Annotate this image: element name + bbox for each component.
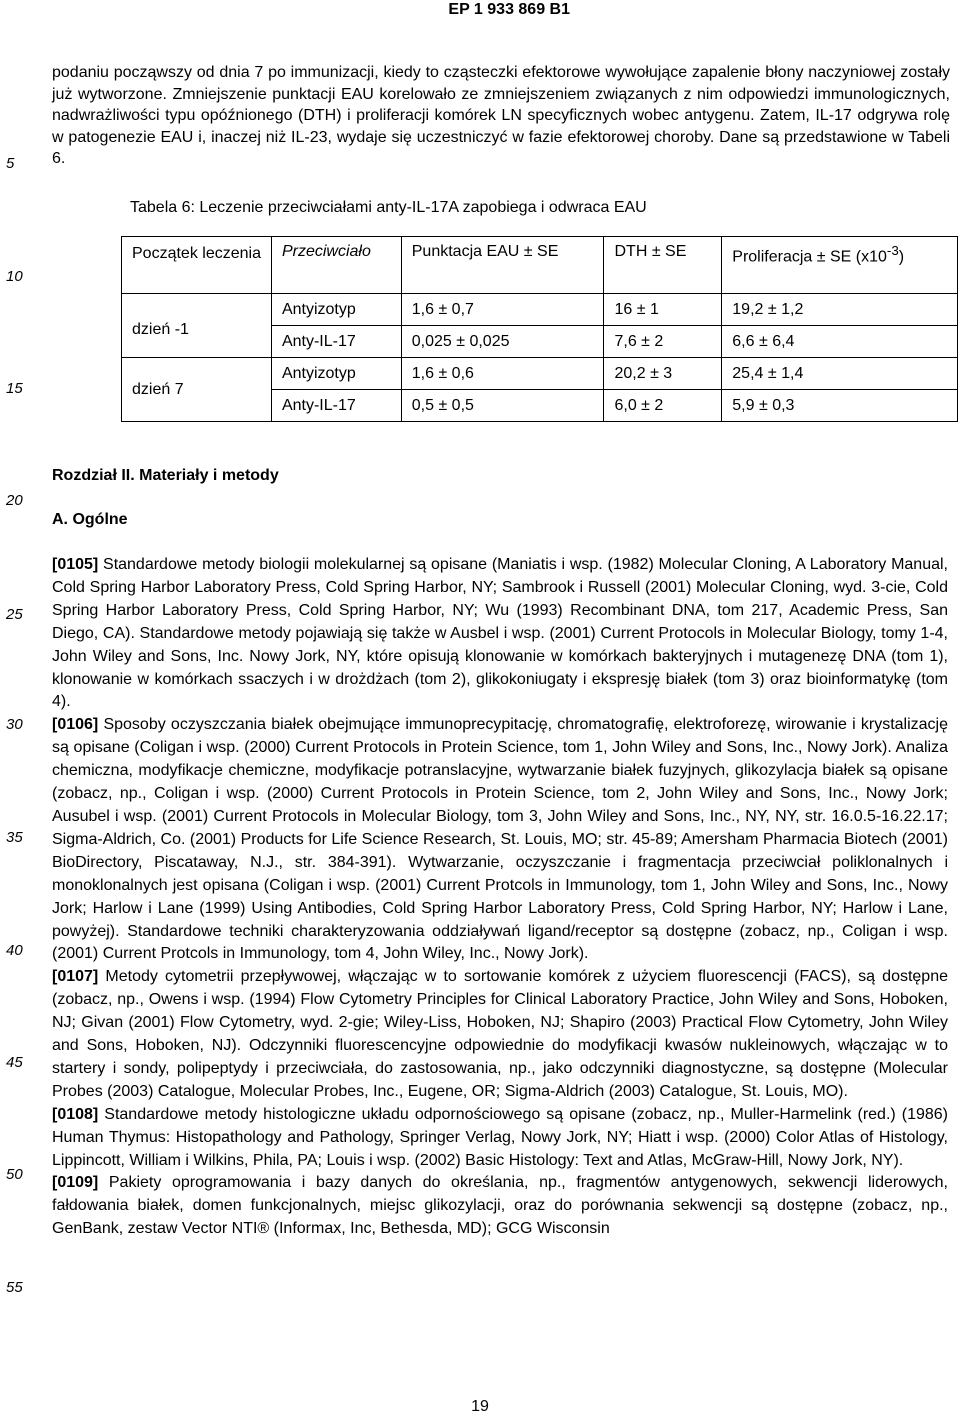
line-number: 15 — [6, 380, 23, 397]
eau-cell: 1,6 ± 0,6 — [401, 358, 604, 390]
paragraph-0109: [0109] Pakiety oprogramowania i bazy danych do określania, np., fragmentów antygenowych, sekwencji liderowych, fałdowania białek, domen funkcjonalnych, miejsc glikozylacji, oraz do porównania sekwencji są dostępne (zobacz, np., GenBank, zestaw Vector NTI® (Informax, Inc, Bethesda, MD); GCG Wisconsin — [52, 1174, 948, 1238]
dth-cell: 16 ± 1 — [604, 294, 722, 326]
proliferation-cell: 6,6 ± 6,4 — [722, 326, 958, 358]
line-number: 5 — [6, 155, 15, 172]
line-number-margin — [0, 0, 40, 1417]
dth-cell: 6,0 ± 2 — [604, 390, 722, 422]
page-number: 19 — [471, 1398, 489, 1415]
start-day-cell: dzień 7 — [122, 358, 272, 422]
table-row — [122, 294, 958, 326]
intro-paragraph: podaniu począwszy od dnia 7 po immunizacji, kiedy to cząsteczki efektorowe wywołujące zapalenie błony naczyniowej zostały już wytworzone. Zmniejszenie punktacji EAU korelowało ze zmniejszeniem związanych z nim odpowiedzi immunologicznych, nadwrażliwości typu opóźnionego (DTH) i proliferacji komórek LN specyficznych wobec antygenu. Zatem, IL-17 odgrywa rolę w patogenezie EAU i, inaczej niż IL-23, wydaje się uczestniczyć w fazie efektorowej choroby. Dane są przedstawione w Tabeli 6. — [52, 64, 950, 167]
section-title: Rozdział II. Materiały i metody — [52, 467, 279, 484]
results-table — [121, 236, 958, 422]
table-title: Tabela 6: Leczenie przeciwciałami anty-IL-17A zapobiega i odwraca EAU — [130, 199, 647, 216]
antibody-cell: Antyizotyp — [271, 294, 401, 326]
line-number: 40 — [6, 942, 23, 959]
paragraph-0106: [0106] Sposoby oczyszczania białek obejmujące immunoprecypitację, chromatografię, elektroforezę, wirowanie i krystalizację są opisane (Coligan i wsp. (2000) Current Protocols in Protein Science, tom 1, John Wiley and Sons, Inc., Nowy Jork). Analiza chemiczna, modyfikacje chemiczne, modyfikacje potranslacyjne, wytwarzanie białek fuzyjnych, glikozylacja białek są opisane (zobacz, np., Coligan i wsp. (2000) Current Protocols in Protein Science, tom 2, John Wiley and Sons, Inc., Nowy Jork; Ausubel i wsp. (2001) Current Protocols in Molecular Biology, tom 3, John Wiley and Sons, Inc., NY, NY, str. 16.0.5-16.22.17; Sigma-Aldrich, Co. (2001) Products for Life Science Research, St. Louis, MO; str. 45-89; Amersham Pharmacia Biotech (2001) BioDirectory, Piscataway, N.J., str. 384-391). Wytwarzanie, oczyszczanie i fragmentacja przeciwciał poliklonalnych i monoklonalnych jest opisana (Coligan i wsp. (2001) Current Protcols in Immunology, tom 1, John Wiley and Sons, Inc., Nowy Jork; Harlow i Lane (1999) Using Antibodies, Cold Spring Harbor Laboratory Press, Cold Spring Harbor, NY; Harlow i Lane, powyżej). Standardowe techniki charakteryzowania oddziaływań ligand/receptor są dostępne (zobacz, np., Coligan i wsp. (2001) Current Protcols in Immunology, tom 4, John Wiley, Inc., Nowy Jork). — [52, 716, 948, 963]
paragraph-tag: [0106] — [52, 716, 99, 734]
paragraph-0105: [0105] Standardowe metody biologii molekularnej są opisane (Maniatis i wsp. (1982) Molecular Cloning, A Laboratory Manual, Cold Spring Harbor Laboratory Press, Cold Spring Harbor, NY; Sambrook i Russell (2001) Molecular Cloning, wyd. 3-cie, Cold Spring Harbor Laboratory Press, Cold Spring Harbor, NY; Wu (1993) Recombinant DNA, tom 217, Academic Press, San Diego, CA). Standardowe metody pojawiają się także w Ausbel i wsp. (2001) Current Protocols in Molecular Biology, tomy 1-4, John Wiley and Sons, Inc. Nowy Jork, NY, które opisują klonowanie w komórkach bakteryjnych i mutagenezę DNA (tom 1), klonowanie w komórkach ssaczych i w drożdżach (tom 2), glikokoniugaty i ekspresję białek (tom 3) oraz bioinformatykę (tom 4). — [52, 556, 948, 711]
proliferation-cell: 19,2 ± 1,2 — [722, 294, 958, 326]
table-row — [122, 358, 958, 390]
start-day-cell: dzień -1 — [122, 294, 272, 358]
line-number: 55 — [6, 1279, 23, 1296]
antibody-cell: Anty-IL-17 — [271, 390, 401, 422]
eau-cell: 0,5 ± 0,5 — [401, 390, 604, 422]
eau-cell: 1,6 ± 0,7 — [401, 294, 604, 326]
patent-number-header: EP 1 933 869 B1 — [448, 1, 570, 18]
line-number: 20 — [6, 492, 23, 509]
table-header-row — [122, 237, 958, 294]
paragraph-0107: [0107] Metody cytometrii przepływowej, włączając w to sortowanie komórek z użyciem fluorescencji (FACS), są dostępne (zobacz, np., Owens i wsp. (1994) Flow Cytometry Principles for Clinical Laboratory Practice, John Wiley and Sons, Hoboken, NJ; Givan (2001) Flow Cytometry, wyd. 2-gie; Wiley-Liss, Hoboken, NJ; Shapiro (2003) Practical Flow Cytometry, John Wiley and Sons, Hoboken, NJ). Odczynniki fluorescencyjne odpowiednie do modyfikacji kwasów nukleinowych, włączając w to startery i sondy, polipeptydy i przeciwciała, do zastosowania, np., jako odczynniki diagnostyczne, są dostępne (Molecular Probes (2003) Catalogue, Molecular Probes, Inc., Eugene, OR; Sigma-Aldrich (2003) Catalogue, St. Louis, MO). — [52, 968, 948, 1100]
header-dth: DTH ± SE — [604, 237, 722, 294]
line-number: 25 — [6, 606, 23, 623]
line-number: 30 — [6, 716, 23, 733]
proliferation-cell: 25,4 ± 1,4 — [722, 358, 958, 390]
dth-cell: 20,2 ± 3 — [604, 358, 722, 390]
header-antibody: Przeciwciało — [271, 237, 401, 294]
header-eau: Punktacja EAU ± SE — [401, 237, 604, 294]
subsection-title: A. Ogólne — [52, 511, 128, 528]
proliferation-cell: 5,9 ± 0,3 — [722, 390, 958, 422]
header-proliferation: Proliferacja ± SE $(x10^{-3})$ — [722, 237, 958, 294]
paragraph-tag: [0108] — [52, 1105, 99, 1123]
line-number: 45 — [6, 1054, 23, 1071]
paragraph-0108: [0108] Standardowe metody histologiczne układu odpornościowego są opisane (zobacz, np., Muller-Harmelink (red.) (1986) Human Thymus: Histopathology and Pathology, Springer Verlag, Nowy Jork, NY; Hiatt i wsp. (2000) Color Atlas of Histology, Lippincott, William i Wilkins, Phila, PA; Louis i wsp. (2002) Basic Histology: Text and Atlas, McGraw-Hill, Nowy Jork, NY). — [52, 1105, 948, 1169]
header-start: Początek leczenia — [122, 237, 272, 294]
body-text — [52, 554, 948, 1241]
paragraph-tag: [0105] — [52, 556, 99, 573]
eau-cell: 0,025 ± 0,025 — [401, 326, 604, 358]
antibody-cell: Antyizotyp — [271, 358, 401, 390]
line-number: 35 — [6, 829, 23, 846]
antibody-cell: Anty-IL-17 — [271, 326, 401, 358]
dth-cell: 7,6 ± 2 — [604, 326, 722, 358]
paragraph-tag: [0107] — [52, 968, 99, 986]
paragraph-tag: [0109] — [52, 1174, 99, 1192]
line-number: 50 — [6, 1166, 23, 1183]
line-number: 10 — [6, 268, 23, 285]
